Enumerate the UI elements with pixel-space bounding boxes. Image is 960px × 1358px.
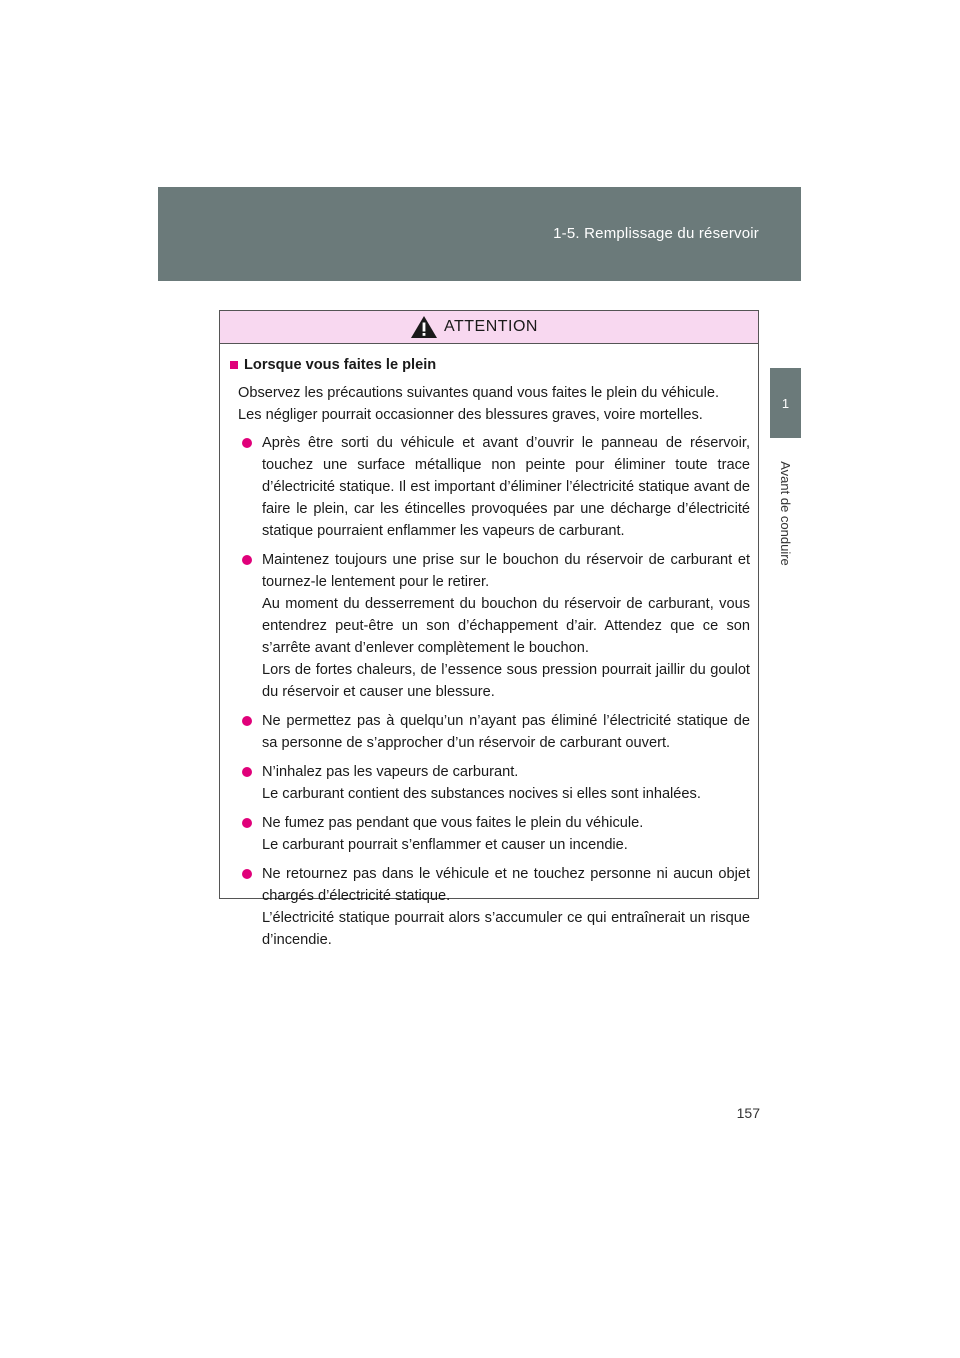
precaution-text: L’électricité statique pourrait alors s’accumuler ce qui entraînerait un risque d’incendie. xyxy=(262,910,750,948)
precaution-text: Après être sorti du véhicule et avant d’ouvrir le panneau de réservoir, touchez une surface métallique non peinte pour éliminer toute trace d’électricité statique. Il est important d’éliminer l’électricité statique avant de faire le plein, car les étincelles provoquées par une décharge d’électricité statique pourraient enflammer les vapeurs de carburant. xyxy=(262,435,750,539)
precaution-text: Maintenez toujours une prise sur le bouchon du réservoir de carburant et tournez-le lentement pour le retirer. xyxy=(262,552,750,590)
warning-section-title: Lorsque vous faites le plein xyxy=(244,357,437,373)
dot-bullet-icon xyxy=(242,716,252,726)
precaution-text: Au moment du desserrement du bouchon du réservoir de carburant, vous entendrez peut-être un son d’échappement d’air. Attendez que ce son s’arrête avant d’enlever complètement le bouchon. xyxy=(262,596,750,656)
precaution-item xyxy=(228,549,750,703)
precaution-text: Ne fumez pas pendant que vous faites le plein du véhicule. xyxy=(262,815,644,831)
precaution-text: Ne permettez pas à quelqu’un n’ayant pas éliminé l’électricité statique de sa personne de s’approcher d’un réservoir de carburant ouvert. xyxy=(262,713,750,751)
warning-intro xyxy=(228,382,750,426)
square-bullet-icon xyxy=(230,361,238,369)
dot-bullet-icon xyxy=(242,767,252,777)
warning-label: ATTENTION xyxy=(444,318,538,335)
precaution-item xyxy=(228,863,750,951)
page-number: 157 xyxy=(736,1105,760,1121)
precaution-item xyxy=(228,432,750,542)
chapter-tab xyxy=(770,368,801,438)
chapter-number: 1 xyxy=(781,395,790,411)
dot-bullet-icon xyxy=(242,555,252,565)
precaution-item xyxy=(228,761,750,805)
precaution-list xyxy=(228,432,750,951)
warning-box xyxy=(219,310,759,948)
precaution-item xyxy=(228,710,750,754)
warning-body xyxy=(220,344,758,951)
section-header-band xyxy=(158,187,801,281)
warning-header xyxy=(220,311,758,344)
dot-bullet-icon xyxy=(242,818,252,828)
intro-line: Les négliger pourrait occasionner des blessures graves, voire mortelles. xyxy=(238,407,703,423)
precaution-text: Le carburant pourrait s’enflammer et causer un incendie. xyxy=(262,837,628,853)
chapter-label: Avant de conduire xyxy=(778,460,793,566)
warning-triangle-icon xyxy=(410,315,438,339)
chapter-label-container xyxy=(770,448,801,578)
section-title: 1-5. Remplissage du réservoir xyxy=(553,225,759,242)
intro-line: Observez les précautions suivantes quand vous faites le plein du véhicule. xyxy=(238,385,720,401)
warning-section-heading xyxy=(228,354,750,376)
precaution-item xyxy=(228,812,750,856)
precaution-text: Le carburant contient des substances nocives si elles sont inhalées. xyxy=(262,786,701,802)
dot-bullet-icon xyxy=(242,438,252,448)
precaution-text: Ne retournez pas dans le véhicule et ne touchez personne ni aucun objet chargés d’électricité statique. xyxy=(262,866,750,904)
dot-bullet-icon xyxy=(242,869,252,879)
precaution-text: Lors de fortes chaleurs, de l’essence sous pression pourrait jaillir du goulot du réservoir et causer une blessure. xyxy=(262,662,750,700)
precaution-text: N’inhalez pas les vapeurs de carburant. xyxy=(262,764,519,780)
